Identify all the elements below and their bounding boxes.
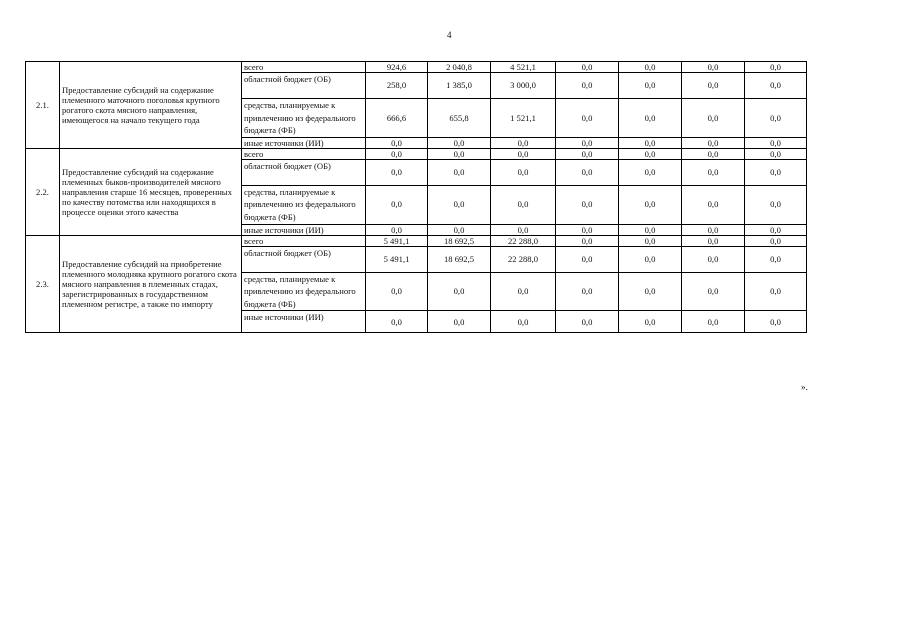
section-number: 2.1. (26, 62, 60, 149)
value-cell: 0,0 (619, 73, 682, 99)
value-cell: 0,0 (366, 272, 428, 311)
value-cell: 0,0 (556, 311, 619, 333)
value-cell: 0,0 (491, 311, 556, 333)
value-cell: 0,0 (491, 159, 556, 185)
value-cell: 0,0 (556, 272, 619, 311)
page-number: 4 (447, 30, 452, 40)
section-title: Предоставление субсидий на содержание племенного маточного поголовья крупного рогатого скота мясного направления, имеющегося на начало текущего года (60, 62, 242, 149)
value-cell: 0,0 (682, 185, 745, 224)
value-cell: 0,0 (366, 311, 428, 333)
value-cell: 18 692,5 (428, 246, 491, 272)
value-cell: 0,0 (682, 246, 745, 272)
value-cell: 0,0 (491, 224, 556, 235)
value-cell: 0,0 (428, 272, 491, 311)
value-cell: 0,0 (619, 99, 682, 138)
value-cell: 0,0 (745, 159, 807, 185)
value-cell: 0,0 (745, 99, 807, 138)
value-cell: 655,8 (428, 99, 491, 138)
value-cell: 0,0 (619, 311, 682, 333)
value-cell: 0,0 (682, 224, 745, 235)
value-cell: 0,0 (491, 272, 556, 311)
table-row (26, 148, 807, 159)
value-cell: 0,0 (556, 235, 619, 246)
value-cell: 0,0 (366, 185, 428, 224)
value-cell: 2 040,8 (428, 62, 491, 73)
funding-source: иные источники (ИИ) (242, 311, 366, 333)
funding-source: всего (242, 62, 366, 73)
value-cell: 0,0 (556, 159, 619, 185)
value-cell: 0,0 (619, 272, 682, 311)
value-cell: 0,0 (682, 137, 745, 148)
table-row (26, 235, 807, 246)
funding-source: областной бюджет (ОБ) (242, 159, 366, 185)
value-cell: 0,0 (745, 185, 807, 224)
value-cell: 0,0 (682, 99, 745, 138)
value-cell: 5 491,1 (366, 246, 428, 272)
funding-source: средства, планируемые к привлечению из федерального бюджета (ФБ) (242, 185, 366, 224)
value-cell: 0,0 (556, 73, 619, 99)
value-cell: 0,0 (619, 224, 682, 235)
value-cell: 3 000,0 (491, 73, 556, 99)
value-cell: 0,0 (745, 73, 807, 99)
value-cell: 924,6 (366, 62, 428, 73)
value-cell: 0,0 (745, 148, 807, 159)
value-cell: 0,0 (366, 224, 428, 235)
value-cell: 0,0 (745, 137, 807, 148)
value-cell: 0,0 (556, 137, 619, 148)
value-cell: 0,0 (428, 185, 491, 224)
section-number: 2.3. (26, 235, 60, 333)
value-cell: 258,0 (366, 73, 428, 99)
value-cell: 0,0 (556, 246, 619, 272)
funding-source: средства, планируемые к привлечению из федерального бюджета (ФБ) (242, 99, 366, 138)
value-cell: 0,0 (619, 159, 682, 185)
value-cell: 18 692,5 (428, 235, 491, 246)
section-number: 2.2. (26, 148, 60, 235)
value-cell: 0,0 (491, 137, 556, 148)
value-cell: 0,0 (556, 185, 619, 224)
table-row (26, 62, 807, 73)
value-cell: 0,0 (682, 73, 745, 99)
value-cell: 0,0 (619, 235, 682, 246)
value-cell: 22 288,0 (491, 235, 556, 246)
value-cell: 0,0 (682, 311, 745, 333)
value-cell: 0,0 (491, 148, 556, 159)
value-cell: 0,0 (619, 246, 682, 272)
value-cell: 0,0 (366, 159, 428, 185)
value-cell: 4 521,1 (491, 62, 556, 73)
value-cell: 0,0 (556, 62, 619, 73)
value-cell: 0,0 (428, 148, 491, 159)
value-cell: 5 491,1 (366, 235, 428, 246)
value-cell: 0,0 (745, 272, 807, 311)
funding-source: всего (242, 235, 366, 246)
value-cell: 0,0 (556, 224, 619, 235)
funding-source: иные источники (ИИ) (242, 137, 366, 148)
funding-source: средства, планируемые к привлечению из федерального бюджета (ФБ) (242, 272, 366, 311)
value-cell: 0,0 (491, 185, 556, 224)
value-cell: 0,0 (745, 235, 807, 246)
value-cell: 0,0 (682, 62, 745, 73)
value-cell: 0,0 (682, 159, 745, 185)
value-cell: 0,0 (682, 148, 745, 159)
value-cell: 22 288,0 (491, 246, 556, 272)
funding-source: всего (242, 148, 366, 159)
value-cell: 0,0 (428, 224, 491, 235)
value-cell: 0,0 (745, 311, 807, 333)
funding-source: областной бюджет (ОБ) (242, 246, 366, 272)
value-cell: 0,0 (366, 137, 428, 148)
value-cell: 666,6 (366, 99, 428, 138)
value-cell: 0,0 (428, 311, 491, 333)
value-cell: 0,0 (745, 62, 807, 73)
subsidy-table (25, 61, 807, 333)
funding-source: иные источники (ИИ) (242, 224, 366, 235)
value-cell: 0,0 (745, 246, 807, 272)
value-cell: 0,0 (619, 148, 682, 159)
section-title: Предоставление субсидий на приобретение племенного молодняка крупного рогатого скота мясного направления в племенных стадах, зарегистрированных в государственном племенном регистре, а также по импорту (60, 235, 242, 333)
value-cell: 1 521,1 (491, 99, 556, 138)
value-cell: 0,0 (428, 159, 491, 185)
value-cell: 0,0 (745, 224, 807, 235)
value-cell: 0,0 (556, 148, 619, 159)
value-cell: 0,0 (619, 137, 682, 148)
value-cell: 1 385,0 (428, 73, 491, 99)
value-cell: 0,0 (682, 272, 745, 311)
closing-quote-mark: ». (801, 382, 808, 392)
value-cell: 0,0 (682, 235, 745, 246)
value-cell: 0,0 (619, 62, 682, 73)
value-cell: 0,0 (428, 137, 491, 148)
value-cell: 0,0 (366, 148, 428, 159)
value-cell: 0,0 (556, 99, 619, 138)
value-cell: 0,0 (619, 185, 682, 224)
funding-source: областной бюджет (ОБ) (242, 73, 366, 99)
section-title: Предоставление субсидий на содержание племенных быков-производителей мясного направления старше 16 месяцев, проверенных по качеству потомства или находящихся в процессе оценки этого качества (60, 148, 242, 235)
